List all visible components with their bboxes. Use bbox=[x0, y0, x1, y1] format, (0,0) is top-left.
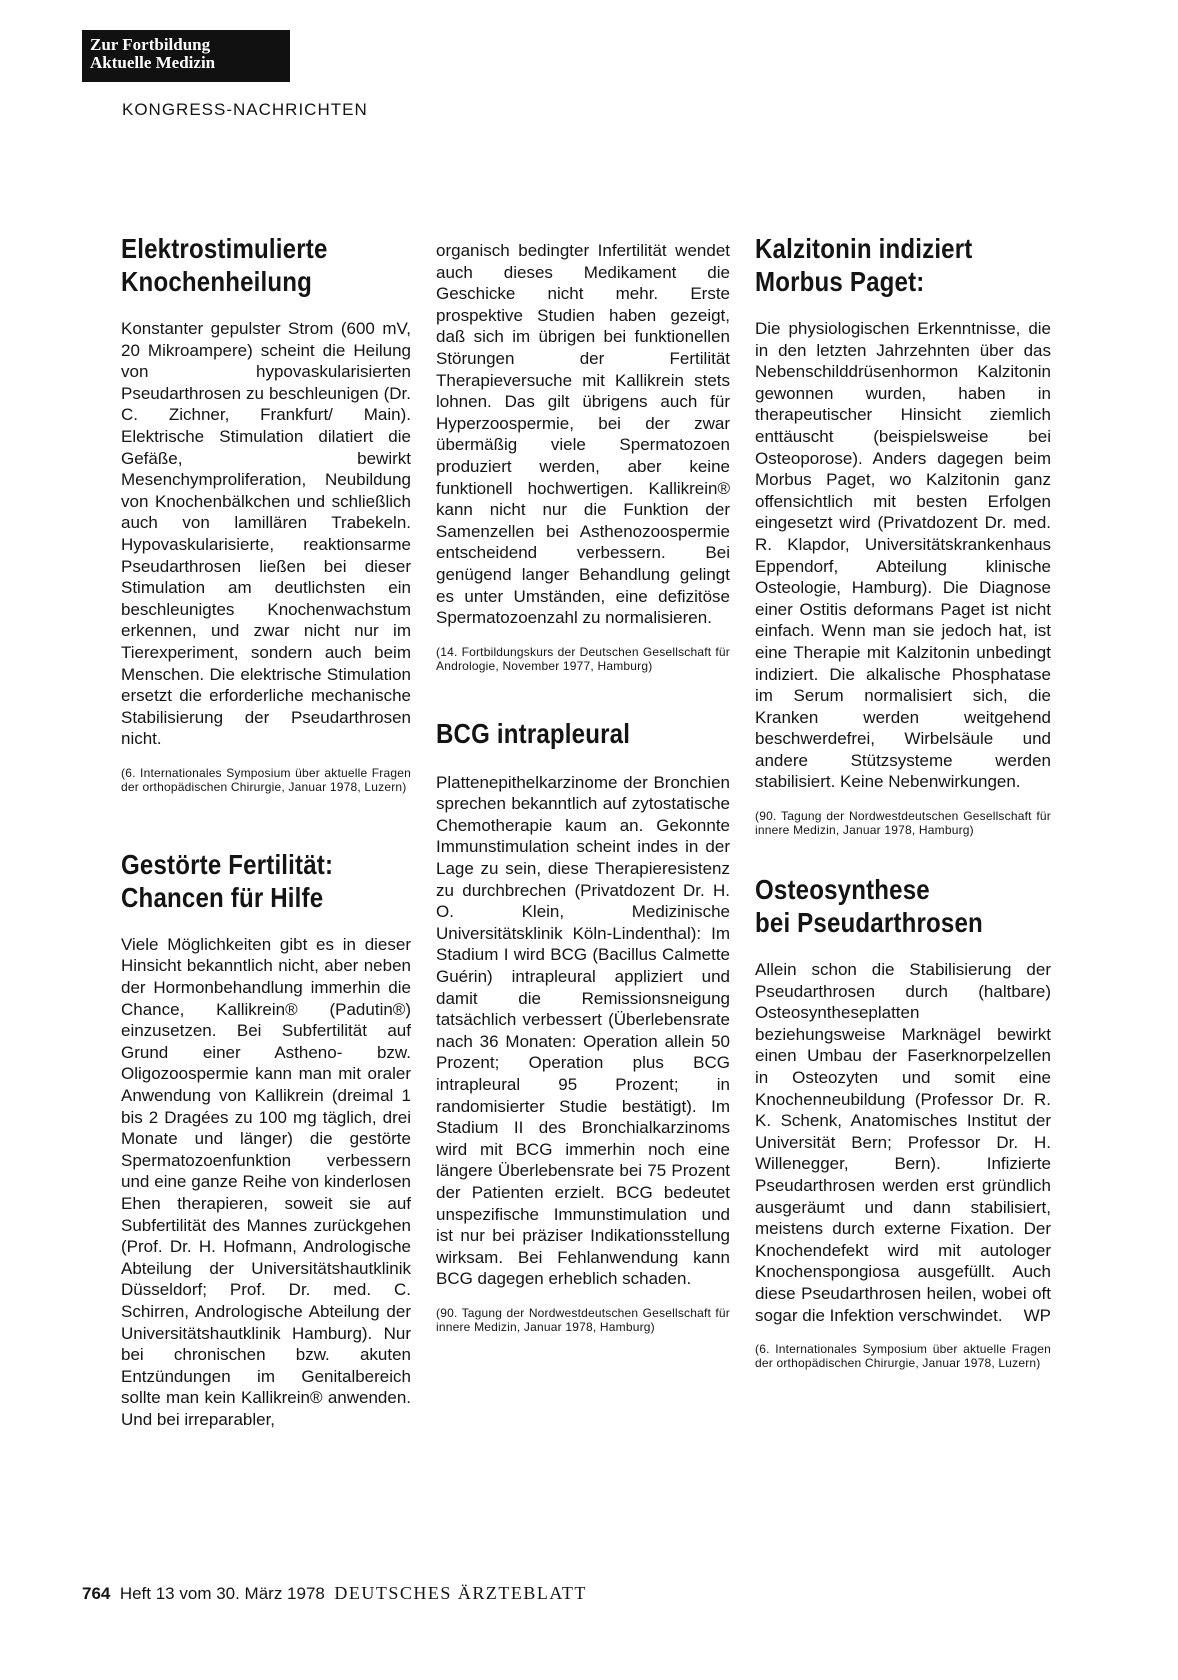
article-osteosynthese bbox=[755, 873, 1051, 1370]
article-title bbox=[121, 848, 370, 914]
article-body: Plattenepithelkarzinome der Bronchien sprechen bekanntlich auf zytostatische Chemotherapie kaum an. Gekonnte Immunstimulation scheint indes in der Lage zu sein, diese Therapieresistenz zu durchbrechen (Privatdozent Dr. H. O. Klein, Medizinische Universitätsklinik Köln-Lindenthal): Im Stadium I wird BCG (Bacillus Calmette Guérin) intrapleural appliziert und damit die Remissionsneigung tatsächlich verbessert (Überlebensrate nach 36 Monaten: Operation allein 50 Prozent; Operation plus BCG intrapleural 95 Prozent; in randomisierter Studie bestätigt). Im Stadium II des Bronchialkarzinoms wird mit BCG immerhin noch eine längere Überlebensrate bei 75 Prozent der Patienten erzielt. BCG bedeutet unspezifische Immunstimulation und ist nur bei präziser Indikationsstellung wirksam. Bei Fehlanwendung kann BCG dagegen erheblich schaden. bbox=[436, 772, 730, 1289]
column-2 bbox=[436, 240, 730, 1334]
article-source: (90. Tagung der Nordwestdeutschen Gesellschaft für innere Medizin, Januar 1978, Hamburg) bbox=[755, 809, 1051, 838]
article-body bbox=[755, 959, 1051, 1326]
title-line-1: Osteosynthese bbox=[755, 874, 930, 906]
article-bcg bbox=[436, 717, 730, 1334]
kongress-header: KONGRESS-NACHRICHTEN bbox=[122, 100, 368, 119]
article-source: (6. Internationales Symposium über aktuelle Fragen der orthopädischen Chirurgie, Januar 1978, Luzern) bbox=[755, 1342, 1051, 1371]
article-title bbox=[755, 232, 1010, 298]
article-body: Konstanter gepulster Strom (600 mV, 20 Mikroampere) scheint die Heilung von hypovaskularisierten Pseudarthrosen zu beschleunigen (Dr. C. Zichner, Frankfurt/ Main). Elektrische Stimulation dilatiert die Gefäße, bewirkt Mesenchymproliferation, Neubildung von Knochenbälkchen und schließlich auch von lamillären Trabekeln. Hypovaskularisierte, reaktionsarme Pseudarthrosen ließen bei dieser Stimulation am deutlichsten ein beschleunigtes Knochenwachstum erkennen, und zwar nicht nur im Tierexperiment, sondern auch beim Menschen. Die elektrische Stimulation ersetzt die erforderliche mechanische Stabilisierung der Pseudarthrosen nicht. bbox=[121, 319, 411, 749]
article-title bbox=[755, 873, 1010, 939]
page-footer bbox=[82, 1583, 587, 1604]
article-body-part-2: organisch bedingter Infertilität wendet auch dieses Medikament die Geschicke nicht mehr. Erste prospektive Studien haben gezeigt, daß sich im übrigen bei funktionellen Störungen der Fertilität Therapieversuche mit Kallikrein stets lohnen. Das gilt übrigens auch für Hyperzoospermie, bei der zwar übermäßig viele Spermatozoen produziert werden, aber keine funktionell hochwertigen. Kallikrein® kann nicht nur die Funktion der Samenzellen bei Asthenozoospermie entscheidend verbessern. Bei genügend langer Behandlung gelingt es unter Umständen, eine defizitöse Spermatozoenzahl zu normalisieren. bbox=[436, 241, 730, 628]
author-signature: WP bbox=[1023, 1305, 1051, 1325]
section-label bbox=[82, 30, 290, 82]
article-body: Die physiologischen Erkenntnisse, die in den letzten Jahrzehnten über das Nebenschilddrüsenhormon Kalzitonin gewonnen wurden, haben in therapeutischer Hinsicht ziemlich enttäuscht (beispielsweise bei Osteoporose). Anders dagegen beim Morbus Paget, wo Kalzitonin ganz offensichtlich mit besten Erfolgen eingesetzt wird (Privatdozent Dr. med. R. Klapdor, Universitätskrankenhaus Eppendorf, Abteilung klinische Osteologie, Hamburg). Die Diagnose einer Ostitis deformans Paget ist nicht einfach. Wenn man sie jedoch hat, ist eine Therapie mit Kalzitonin unbedingt indiziert. Die alkalische Phosphatase im Serum normalisiert sich, die Kranken werden weitgehend beschwerdefrei, Wirbelsäule und andere Stützsysteme werden stabilisiert. Keine Nebenwirkungen. bbox=[755, 319, 1051, 792]
article-source: (90. Tagung der Nordwestdeutschen Gesellschaft für innere Medizin, Januar 1978, Hamburg) bbox=[436, 1305, 730, 1334]
title-line-2: Morbus Paget: bbox=[755, 266, 925, 297]
article-title: BCG intrapleural bbox=[436, 717, 631, 749]
article-source: (6. Internationales Symposium über aktuelle Fragen der orthopädischen Chirurgie, Januar 1978, Luzern) bbox=[121, 765, 411, 794]
article-elektrostimulierte bbox=[121, 232, 411, 794]
body-text: Allein schon die Stabilisierung der Pseudarthrosen durch (haltbare) Osteosyntheseplatten beziehungsweise Marknägel bewirkt einen Umbau der Faserknorpelzellen in Osteozyten und somit eine Knochenneubildung (Professor Dr. R. K. Schenk, Anatomisches Institut der Universität Bern; Professor Dr. H. Willenegger, Bern). Infizierte Pseudarthrosen werden erst gründlich ausgeräumt und dann stabilisiert, meistens durch externe Fixation. Der Knochendefekt wird mit autologer Knochenspongiosa ausgefüllt. Auch diese Pseudarthrosen heilen, wobei oft sogar die Infektion verschwindet. bbox=[755, 960, 1051, 1325]
page-number: 764 bbox=[82, 1584, 111, 1603]
title-line-1: Kalzitonin indiziert bbox=[755, 233, 973, 264]
article-source: (14. Fortbildungskurs der Deutschen Gesellschaft für Andrologie, November 1977, Hamburg) bbox=[436, 644, 730, 673]
title-line-1: Gestörte Fertilität: bbox=[121, 848, 334, 880]
title-line-2: Knochenheilung bbox=[121, 266, 313, 297]
column-3 bbox=[755, 232, 1051, 1370]
article-kalzitonin bbox=[755, 232, 1051, 837]
article-fertilitaet bbox=[121, 848, 411, 1431]
issue-info: Heft 13 vom 30. März 1978 bbox=[119, 1584, 325, 1603]
magazine-name: DEUTSCHES ÄRZTEBLATT bbox=[334, 1583, 587, 1603]
section-label-line-1: Zur Fortbildung bbox=[90, 35, 211, 54]
title-line-1: Elektrostimulierte bbox=[121, 233, 328, 264]
section-label-line-2: Aktuelle Medizin bbox=[90, 53, 216, 72]
article-title bbox=[121, 232, 370, 298]
title-line-2: Chancen für Hilfe bbox=[121, 881, 324, 913]
column-1 bbox=[121, 232, 411, 1431]
article-body-part-1: Viele Möglichkeiten gibt es in dieser Hinsicht bekanntlich nicht, aber neben der Hormonbehandlung immerhin die Chance, Kallikrein® (Padutin®) einzusetzen. Bei Subfertilität auf Grund einer Astheno- bzw. Oligozoospermie kann man mit oraler Anwendung von Kallikrein (dreimal 1 bis 2 Dragées zu 100 mg täglich, drei Monate und länger) die gestörte Spermatozoenfunktion verbessern und eine ganze Reihe von kinderlosen Ehen therapieren, soweit sie auf Subfertilität des Mannes zurückgehen (Prof. Dr. H. Hofmann, Andrologische Abteilung der Universitätshautklinik Düsseldorf; Prof. Dr. med. C. Schirren, Andrologische Abteilung der Universitätshautklinik Hamburg). Nur bei chronischen bzw. akuten Entzündungen im Genitalbereich sollte man kein Kallikrein® anwenden. Und bei irreparabler, bbox=[121, 934, 411, 1429]
title-line-2: bei Pseudarthrosen bbox=[755, 907, 983, 939]
